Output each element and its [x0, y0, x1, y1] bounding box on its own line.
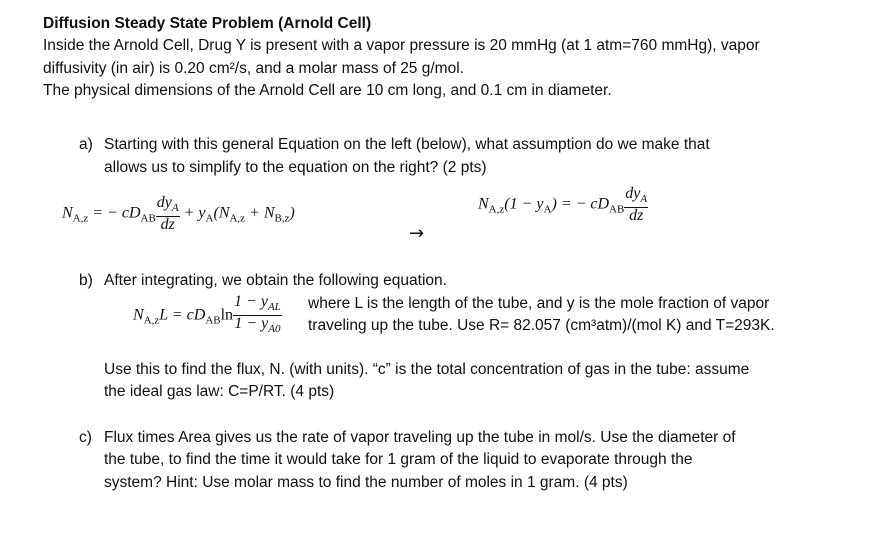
part-a-label: a): [79, 136, 93, 153]
intro-line-1: Inside the Arnold Cell, Drug Y is present with a vapor pressure is 20 mmHg (at 1 atm=760 mmHg), vapor: [43, 37, 760, 54]
general-flux-equation: $N_{A,z}$ = − $cD_{AB}$ $\frac{dy_A}{dz}$ + $y_A(N_{A,z} + N_{B,z})$: [62, 194, 295, 234]
part-c-line-2: the tube, to find the time it would take for 1 gram of the liquid to evaporate through the: [104, 451, 693, 468]
part-b-line-3: traveling up the tube. Use R= 82.057 (cm³atm)/(mol K) and T=293K.: [308, 317, 775, 334]
part-a-line-1: Starting with this general Equation on the left (below), what assumption do we make that: [104, 136, 710, 153]
intro-line-2: diffusivity (in air) is 0.20 cm²/s, and a molar mass of 25 g/mol.: [43, 60, 464, 77]
part-c-line-3: system? Hint: Use molar mass to find the number of moles in 1 gram. (4 pts): [104, 474, 628, 491]
part-b-label: b): [79, 272, 93, 289]
part-b-line-2: where L is the length of the tube, and y is the mole fraction of vapor: [308, 295, 770, 312]
part-c-line-1: Flux times Area gives us the rate of vapor traveling up the tube in mol/s. Use the diameter of: [104, 429, 736, 446]
part-b-line-5: the ideal gas law: C=P/RT. (4 pts): [104, 383, 335, 400]
right-arrow-icon: →: [409, 223, 425, 244]
problem-title: Diffusion Steady State Problem (Arnold Cell): [43, 15, 372, 32]
part-a-line-2: allows us to simplify to the equation on the right? (2 pts): [104, 159, 487, 176]
part-b-line-4: Use this to find the flux, N. (with units). “c” is the total concentration of gas in the tube: assume: [104, 361, 750, 378]
part-b-line-1: After integrating, we obtain the following equation.: [104, 272, 447, 289]
integrated-flux-equation: $N_{A,z}L = cD_{AB}\ln$ $\frac{1 - y_{AL}}{1 - y_{A0}}$: [133, 293, 281, 336]
simplified-flux-equation: $N_{A,z}(1 - y_A)$ = − $cD_{AB}$ $\frac{dy_A}{dz}$: [478, 185, 648, 225]
part-c-label: c): [79, 429, 92, 446]
intro-line-3: The physical dimensions of the Arnold Cell are 10 cm long, and 0.1 cm in diameter.: [43, 82, 612, 99]
